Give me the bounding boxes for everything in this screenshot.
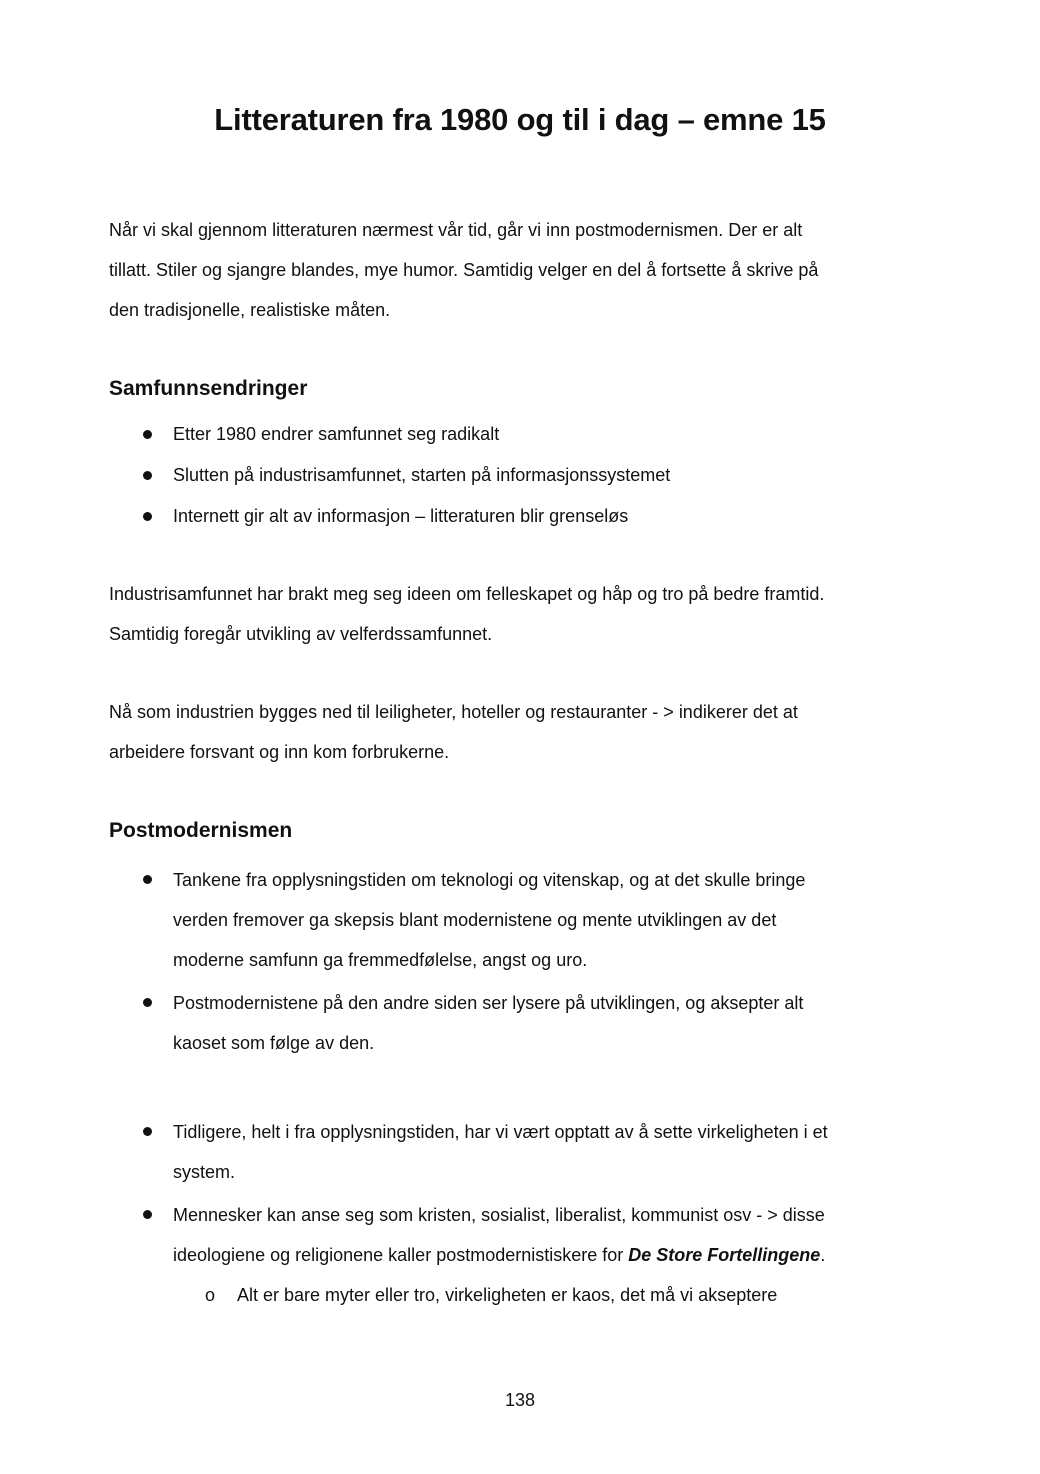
list-item-text: Slutten på industrisamfunnet, starten på informasjonssystemet: [173, 465, 671, 485]
paragraph-line: Samtidig foregår utvikling av velferdssamfunnet.: [109, 624, 493, 644]
bullet-icon: [143, 1127, 152, 1136]
list-item-line: Mennesker kan anse seg som kristen, sosialist, liberalist, kommunist osv - > disse: [173, 1205, 825, 1225]
paragraph-industrien: [109, 692, 909, 772]
bullet-icon: [143, 430, 152, 439]
paragraph-industrisamfunnet: [109, 574, 909, 654]
list-item-line: [173, 1235, 908, 1275]
list-item-line: moderne samfunn ga fremmedfølelse, angst og uro.: [173, 950, 588, 970]
list-item: [0, 860, 908, 980]
sub-bullet-icon: o: [205, 1285, 216, 1305]
paragraph-line: Nå som industrien bygges ned til leiligheter, hoteller og restauranter - > indikerer det at: [109, 702, 798, 722]
paragraph-line: Industrisamfunnet har brakt meg seg ideen om felleskapet og håp og tro på bedre framtid.: [109, 584, 825, 604]
bullet-icon: [143, 998, 152, 1007]
bullet-icon: [143, 875, 152, 884]
bullet-list-postmodernismen-b: [0, 1112, 1040, 1275]
intro-paragraph: [109, 210, 909, 330]
bullet-icon: [143, 471, 152, 480]
section-heading-samfunnsendringer: Samfunnsendringer: [109, 377, 308, 400]
list-item-line: Postmodernistene på den andre siden ser lysere på utviklingen, og aksepter alt: [173, 993, 804, 1013]
bullet-icon: [143, 512, 152, 521]
list-item-text: Etter 1980 endrer samfunnet seg radikalt: [173, 424, 500, 444]
section-heading-postmodernismen: Postmodernismen: [109, 819, 293, 842]
list-item: [0, 455, 908, 496]
paragraph-line: arbeidere forsvant og inn kom forbrukerne.: [109, 742, 450, 762]
intro-line: tillatt. Stiler og sjangre blandes, mye humor. Samtidig velger en del å fortsette å skrive på: [109, 260, 819, 280]
bullet-icon: [143, 1210, 152, 1219]
bullet-list-samfunnsendringer: [0, 414, 1040, 537]
page-number: 138: [504, 1390, 536, 1410]
bullet-list-postmodernismen-a: [0, 860, 1040, 1063]
list-item-line: system.: [173, 1162, 236, 1182]
list-item-line: Tidligere, helt i fra opplysningstiden, har vi vært opptatt av å sette virkeligheten i et: [173, 1122, 828, 1142]
list-item-line: Tankene fra opplysningstiden om teknologi og vitenskap, og at det skulle bringe: [173, 870, 806, 890]
list-item: [0, 1112, 908, 1192]
list-item: [0, 414, 908, 455]
list-item-text: ideologiene og religionene kaller postmodernistiskere for: [173, 1245, 629, 1265]
list-item-line: kaoset som følge av den.: [173, 1033, 375, 1053]
intro-line: den tradisjonelle, realistiske måten.: [109, 300, 391, 320]
intro-line: Når vi skal gjennom litteraturen nærmest vår tid, går vi inn postmodernismen. Der er alt: [109, 220, 803, 240]
list-item: [0, 496, 908, 537]
list-item-line: verden fremover ga skepsis blant modernistene og mente utviklingen av det: [173, 910, 777, 930]
emphasis-de-store-fortellingene: De Store Fortellingene: [628, 1245, 821, 1265]
list-item-text: .: [820, 1245, 826, 1265]
list-item-text: Internett gir alt av informasjon – litteraturen blir grenseløs: [173, 506, 629, 526]
list-item: [0, 1195, 908, 1275]
sub-list-item: Alt er bare myter eller tro, virkeligheten er kaos, det må vi akseptere: [237, 1285, 778, 1305]
page-title: Litteraturen fra 1980 og til i dag – emne 15: [214, 102, 826, 137]
list-item: [0, 983, 908, 1063]
